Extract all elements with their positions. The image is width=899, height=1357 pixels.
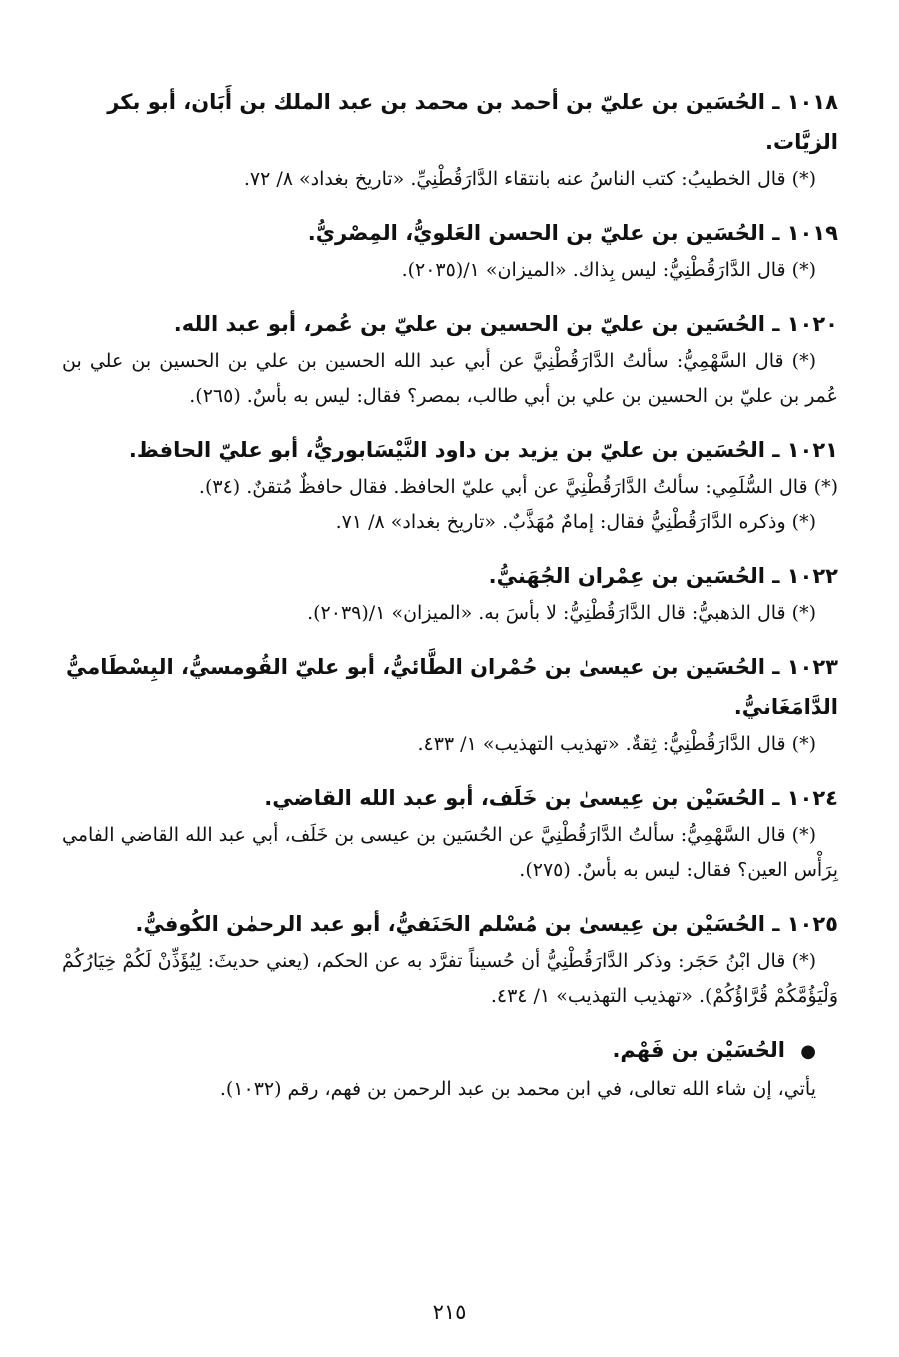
entry-heading: ١٠٢٢ ـ الحُسَين بن عِمْران الجُهَنيُّ. (488, 564, 838, 588)
entry-heading: ١٠٢٤ ـ الحُسَيْن بن عِيسىٰ بن خَلَف، أبو عبد الله القاضي. (264, 786, 838, 810)
entry-note: (*) قال السَّهْمِيُّ: سألتُ الدَّارَقُطْنِيَّ عن الحُسَين بن عيسى بن خَلَف، أبي عبد الله القاضي الفامي بِرَأْس العين؟ فقال: ليس به بأسٌ. (٢٧٥). (62, 824, 838, 881)
entry-1023 (62, 647, 838, 762)
entry-note: (*) قال الدَّارَقُطْنِيُّ: ليس بِذاك. «الميزان» ١/(٢٠٣٥). (401, 259, 816, 281)
entry-heading: ١٠٢٣ ـ الحُسَين بن عيسىٰ بن حُمْران الطَّائيُّ، أبو عليّ القُومسيُّ، البِسْطَاميُّ الدَّامَغَانيُّ. (66, 655, 838, 719)
entry-note: (*) قال ابْنُ حَجَر: وذكر الدَّارَقُطْنِيُّ أن حُسيناً تفرَّد به عن الحكم، (يعني حديثَ: لِيُؤَذِّنْ لَكُمْ خِيَارُكُمْ وَلْيَؤُمَّكُمْ قُرَّاؤُكُمْ). «تهذيب التهذيب» ١/ ٤٣٤. (62, 950, 838, 1007)
cross-reference-title: الحُسَيْن بن فَهْم. (612, 1038, 785, 1062)
entry-heading: ١٠٢٠ ـ الحُسَين بن عليّ بن الحسين بن عليّ بن عُمر، أبو عبد الله. (173, 312, 838, 336)
entry-1022 (62, 556, 838, 631)
entry-1021 (62, 430, 838, 540)
entry-1025 (62, 904, 838, 1014)
entry-heading: ١٠١٩ ـ الحُسَين بن عليّ بن الحسن العَلويُّ، المِصْريُّ. (307, 221, 838, 245)
cross-reference-heading (62, 1030, 838, 1072)
entry-1020 (62, 304, 838, 414)
page-number: ٢١٥ (432, 1300, 467, 1324)
entry-note: (*) قال السَّهْمِيُّ: سألتُ الدَّارَقُطْنِيَّ عن أبي عبد الله الحسين بن علي بن الحسين بن علي بن عُمر بن عليّ بن الحسين بن علي بن أبي طالب، بمصر؟ فقال: ليس به بأسٌ. (٢٦٥). (62, 350, 838, 407)
cross-reference-entry (62, 1030, 838, 1107)
entry-note: (*) قال الذهبيُّ: قال الدَّارَقُطْنِيُّ: لا بأسَ به. «الميزان» ١/(٢٠٣٩). (307, 602, 816, 624)
page-body (62, 82, 838, 1123)
cross-reference-note: يأتي، إن شاء الله تعالى، في ابن محمد بن عبد الرحمن بن فهم، رقم (١٠٣٢). (219, 1078, 816, 1100)
entry-heading: ١٠٢٥ ـ الحُسَيْن بن عِيسىٰ بن مُسْلم الحَنَفيُّ، أبو عبد الرحمٰن الكُوفيُّ. (135, 912, 838, 936)
entry-1019 (62, 213, 838, 288)
entry-1018 (62, 82, 838, 197)
entry-heading: ١٠٢١ ـ الحُسَين بن عليّ بن يزيد بن داود النَّيْسَابوريُّ، أبو عليّ الحافظ. (128, 438, 838, 462)
entry-1024 (62, 778, 838, 888)
bullet-icon: ● (800, 1041, 816, 1062)
entry-note: (*) قال الدَّارَقُطْنِيُّ: ثِقةٌ. «تهذيب التهذيب» ١/ ٤٣٣. (417, 733, 816, 755)
entry-note: (*) قال السُّلَمِي: سألتُ الدَّارَقُطْنِيَّ عن أبي عليّ الحافظ. فقال حافظٌ مُتقنٌ. (٣٤). (198, 476, 838, 498)
entry-note: (*) قال الخطيبُ: كتب الناسُ عنه بانتقاء الدَّارَقُطْنِيِّ. «تاريخ بغداد» ٨/ ٧٢. (243, 168, 816, 190)
entry-note: (*) وذكره الدَّارَقُطْنِيُّ فقال: إمامٌ مُهَذَّبٌ. «تاريخ بغداد» ٨/ ٧١. (335, 511, 816, 533)
entry-heading: ١٠١٨ ـ الحُسَين بن عليّ بن أحمد بن محمد بن عبد الملك بن أَبَان، أبو بكر الزيَّات. (107, 90, 838, 154)
